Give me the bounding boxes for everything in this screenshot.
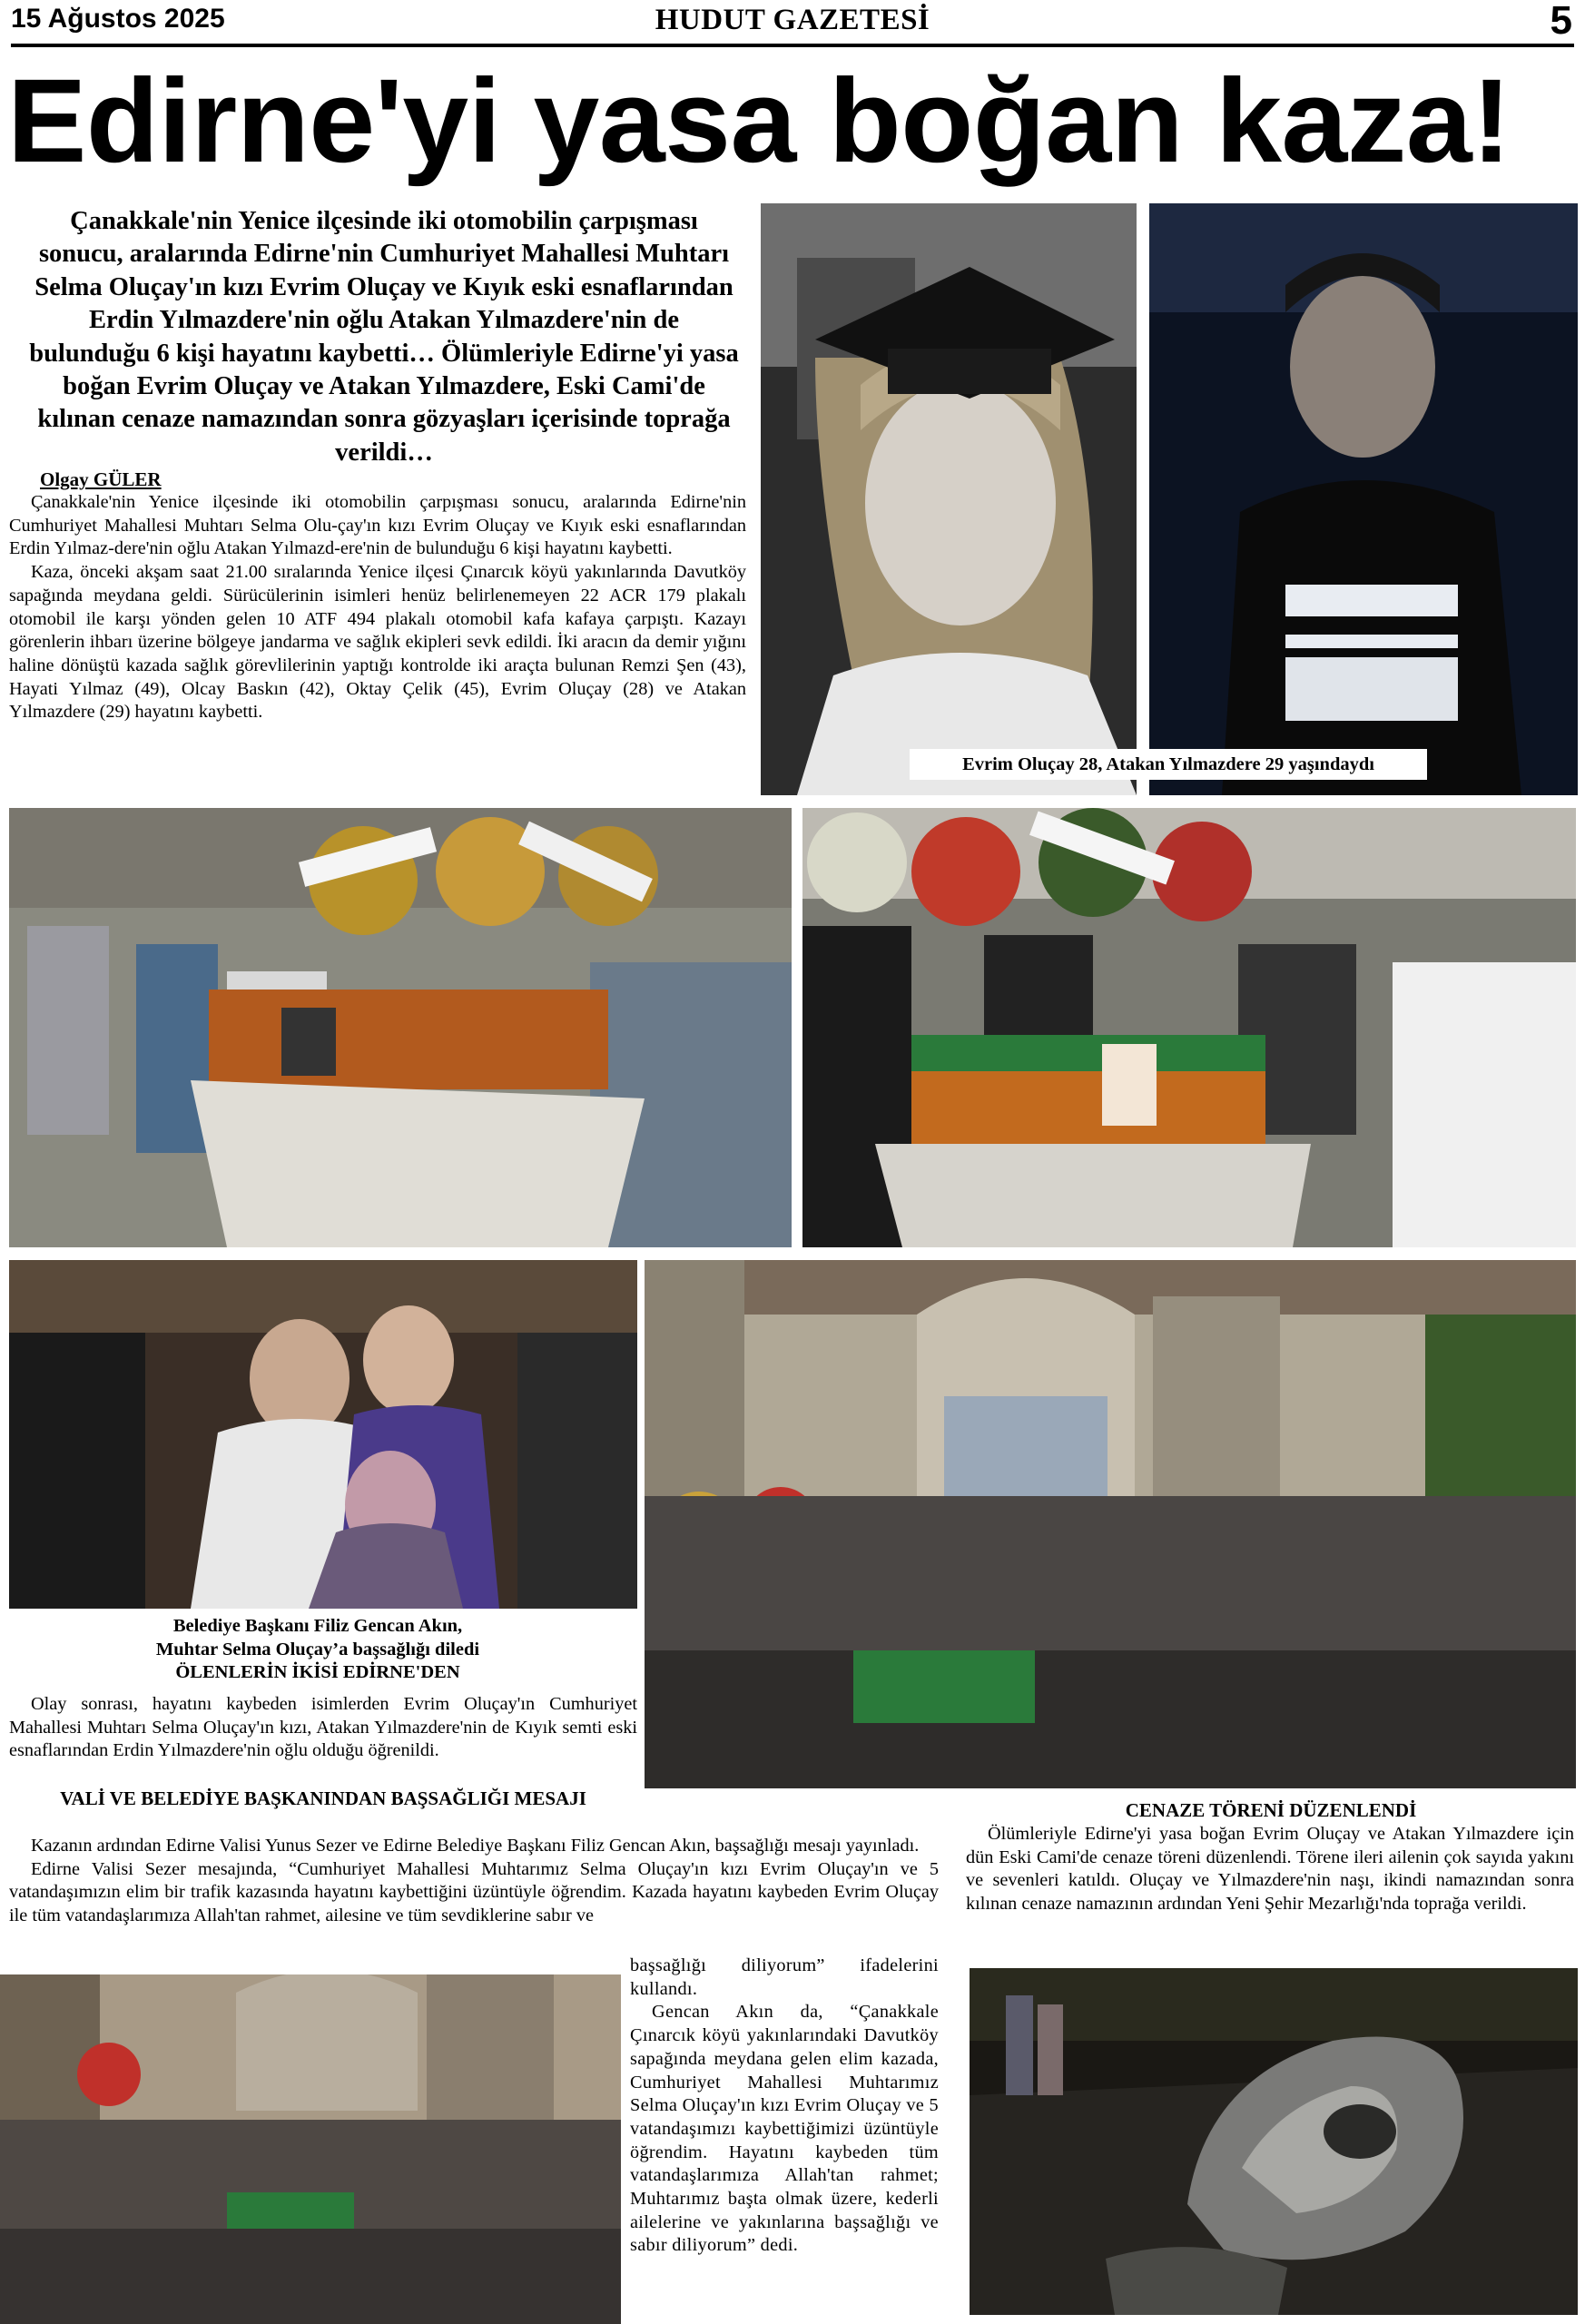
section2-continuation-2: Gencan Akın da, “Çanakkale Çınarcık köyü yakınlarındaki Davutköy sapağında meydana gelen elim kazada, Cumhuriyet Mahallesi Muhtarımız Selma Oluçay'ın kızı Evrim Oluçay ve 5 vatandaşımızı kaybettiğimizi üzüntüyle öğrendim. Hayatını kaybeden tüm vatandaşlarımıza Allah'tan rahmet; Muhtarımız başta olmak üzere, kederli ailelerine ve yakınlarına başsağlığı ve sabır diliyorum” dedi. xyxy=(630,2002,939,2256)
section2-continuation-1: başsağlığı diliyorum” ifadelerini kullandı. xyxy=(630,1955,939,1999)
headline: Edirne'yi yasa boğan kaza! xyxy=(7,54,1511,187)
section3-heading: CENAZE TÖRENİ DÜZENLENDİ xyxy=(1125,1799,1417,1821)
portrait-caption: Evrim Oluçay 28, Atakan Yılmazdere 29 yaşındaydı xyxy=(910,749,1427,780)
mosque-interior-crowd-photo xyxy=(0,1974,621,2324)
mosque-courtyard-crowd-photo xyxy=(645,1260,1576,1788)
section2-heading: VALİ VE BELEDİYE BAŞKANINDAN BAŞSAĞLIĞI MESAJI xyxy=(60,1787,586,1809)
section1-paragraph: Olay sonrası, hayatını kaybeden isimlerden Evrim Oluçay'ın Cumhuriyet Mahallesi Muhtarı Selma Oluçay'ın kızı, Atakan Yılmazdere'nin de Kıyık semti eski esnaflarından Erdin Yılmazdere'nin oğlu olduğu öğrenildi. xyxy=(9,1694,637,1761)
newspaper-name: HUDUT GAZETESİ xyxy=(655,4,930,36)
mayor-caption xyxy=(118,1615,517,1685)
header-rule xyxy=(11,44,1574,47)
section3-text xyxy=(966,1823,1574,1916)
mourners-photo xyxy=(9,1260,637,1609)
intro-paragraph-1: Çanakkale'nin Yenice ilçesinde iki otomobilin çarpışması sonucu, aralarında Edirne'nin Cumhuriyet Mahallesi Muhtarı Selma Olu-çay'ın kızı Evrim Oluçay ve Kıyık eski esnaflarından Erdin Yılmaz-dere'nin oğlu Atakan Yılmazd-ere'nin de bulunduğu 6 kişi hayatını kaybetti. xyxy=(9,492,746,559)
section2-paragraph-1: Kazanın ardından Edirne Valisi Yunus Sezer ve Edirne Belediye Başkanı Filiz Gencan Akın, başsağlığı mesajı yayınladı. xyxy=(31,1836,920,1856)
section2-paragraph-2: Edirne Valisi Sezer mesajında, “Cumhuriyet Mahallesi Muhtarımız Selma Oluçay'ın kızı Evrim Oluçay'ın ve 5 vatandaşımızın elim bir trafik kazasında hayatını kaybettiğini üzüntüyle öğrendim. Kazada hayatını kaybeden Evrim Oluçay ile tüm vatandaşlarımıza Allah'tan rahmet, ailesine ve tüm sevdiklerine sabır ve xyxy=(9,1858,939,1926)
intro-text xyxy=(9,491,746,724)
intro-paragraph-2: Kaza, önceki akşam saat 21.00 sıralarında Yenice ilçesi Çınarcık köyü yakınlarında Davutköy sapağında meydana geldi. Sürücülerinin isimleri henüz belirlenemeyen 22 ACR 179 plakalı otomobil ile karşı yönden gelen 10 ATF 494 plakalı otomobil kafa kafaya çarpıştı. Kazayı görenlerin ihbarı üzerine bölgeye jandarma ve sağlık ekipleri sevk edildi. İki aracın da demir yığını haline dönüştü kazada sağlık görevlilerinin yaptığı kontrolde iki araçta bulunan Remzi Şen (43), Hayati Yılmaz (49), Olcay Baskın (42), Oktay Çelik (45), Evrim Oluçay (28) ve Atakan Yılmazdere (29) hayatını kaybetti. xyxy=(9,562,746,723)
mayor-caption-line-2: Muhtar Selma Oluçay’a başsağlığı diledi xyxy=(155,1639,480,1659)
funeral-photo-coffin-right xyxy=(802,808,1576,1247)
section2-text xyxy=(9,1835,939,1928)
byline: Olgay GÜLER xyxy=(40,468,162,490)
crash-scene-photo xyxy=(970,1968,1578,2315)
section1-text xyxy=(9,1693,637,1763)
portrait-photo-atakan xyxy=(1149,203,1578,795)
issue-date: 15 Ağustos 2025 xyxy=(11,4,225,34)
funeral-photo-coffin-left xyxy=(9,808,792,1247)
section1-heading: ÖLENLERİN İKİSİ EDİRNE'DEN xyxy=(175,1662,460,1682)
mayor-caption-line-1: Belediye Başkanı Filiz Gencan Akın, xyxy=(172,1616,463,1636)
section2-continuation xyxy=(630,1955,939,2258)
section3-paragraph: Ölümleriyle Edirne'yi yasa boğan Evrim Oluçay ve Atakan Yılmazdere için dün Eski Cami'de cenaze töreni düzenlendi. Törene ileri ailenin çok sayıda yakını ve sevenleri katıldı. Oluçay ve Yılmazdere'nin naşı, ikindi namazından sonra kılınan cenaze namazının ardından Yeni Şehir Mezarlığı'nda toprağa verildi. xyxy=(966,1824,1574,1915)
lead-summary: Çanakkale'nin Yenice ilçesinde iki otomobilin çarpışması sonucu, aralarında Edirne'nin Cumhuriyet Mahallesi Muhtarı Selma Oluçay'ın kızı Evrim Oluçay ve Kıyık eski esnaflarından Erdin Yılmazdere'nin oğlu Atakan Yılmazdere'nin de bulunduğu 6 kişi hayatını kaybetti… Ölümleriyle Edirne'yi yasa boğan Evrim Oluçay ve Atakan Yılmazdere, Eski Cami'de kılınan cenaze namazından sonra gözyaşları içerisinde toprağa verildi… xyxy=(29,207,739,467)
page-number: 5 xyxy=(1550,0,1572,43)
portrait-photo-evrim xyxy=(761,203,1137,795)
